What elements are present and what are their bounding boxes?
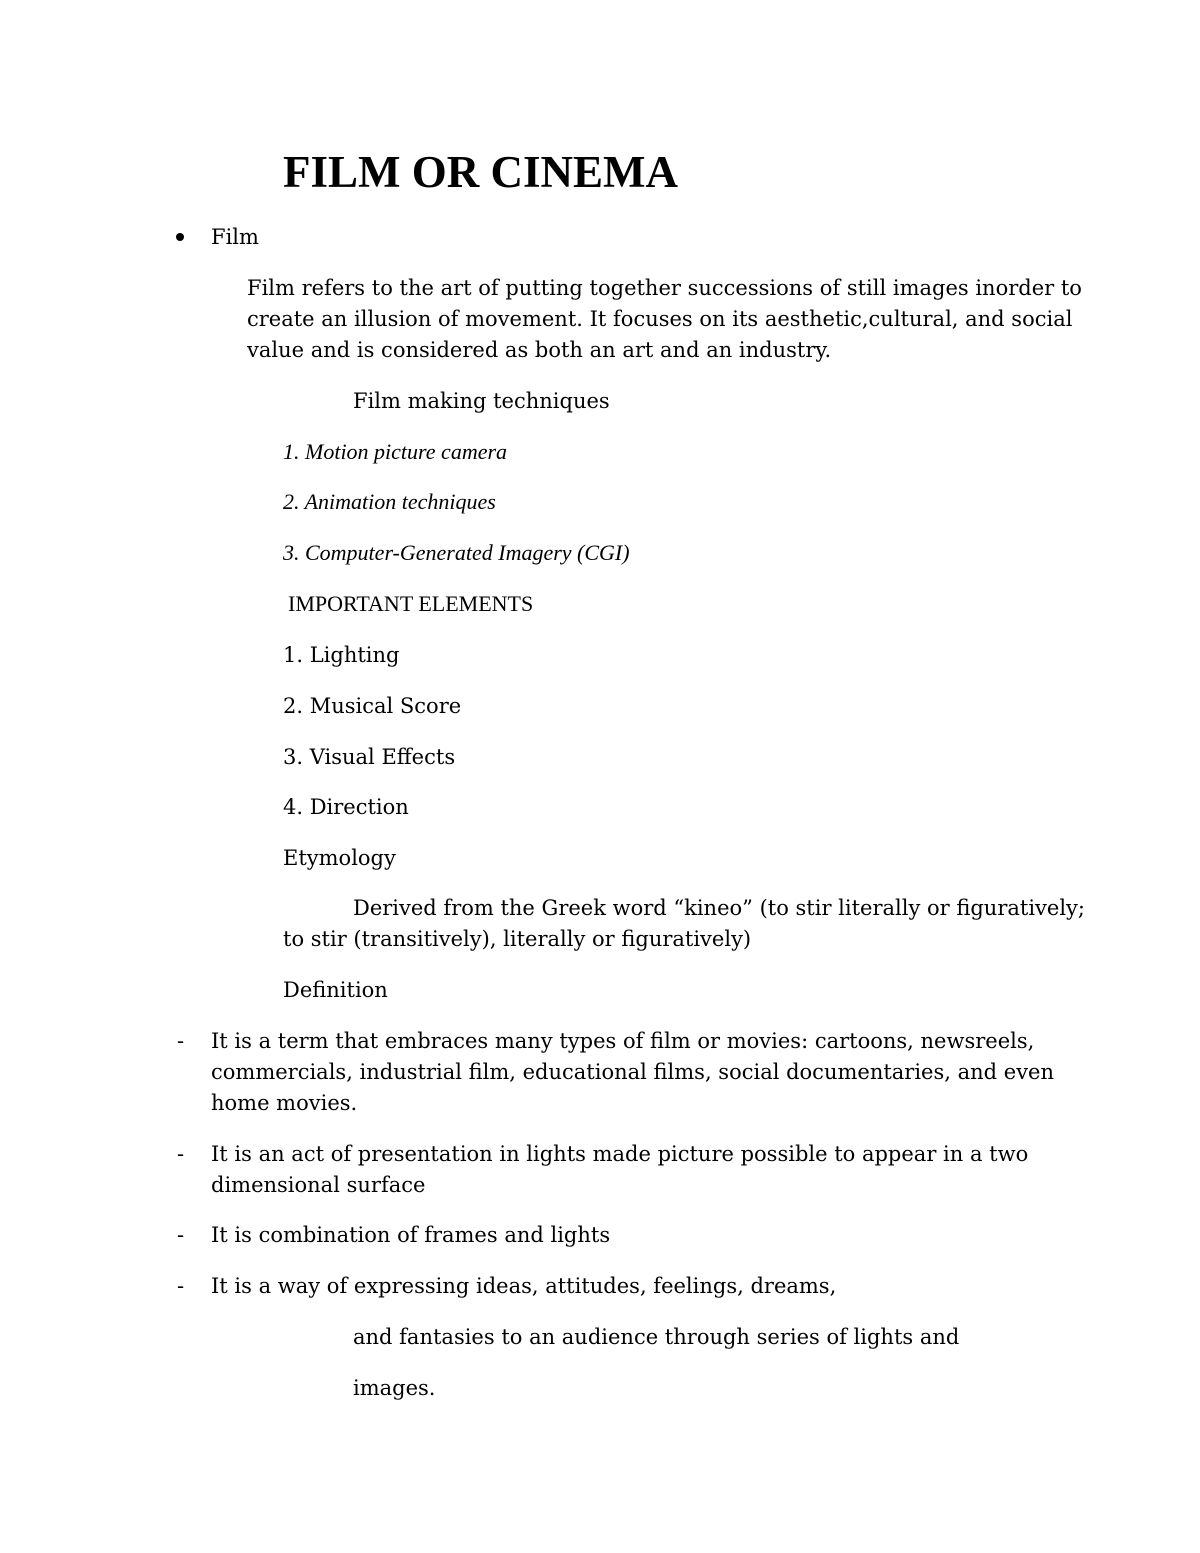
definition-line: dimensional surface bbox=[211, 1173, 426, 1197]
definition-line: It is an act of presentation in lights made picture possible to appear in a two bbox=[211, 1142, 1029, 1166]
etymology-heading: Etymology bbox=[283, 846, 396, 870]
technique-item: 3. Computer-Generated Imagery (CGI) bbox=[283, 540, 630, 565]
film-paragraph-line: Film refers to the art of putting together successions of still images inorder to bbox=[247, 276, 1082, 300]
element-item: 1. Lighting bbox=[283, 643, 400, 667]
film-heading: Film bbox=[211, 225, 259, 249]
continuation-line: images. bbox=[353, 1376, 436, 1400]
definition-line: It is a term that embraces many types of film or movies: cartoons, newsreels, bbox=[211, 1029, 1035, 1053]
element-item: 4. Direction bbox=[283, 795, 409, 819]
dash-marker: - bbox=[177, 1274, 185, 1298]
page-title: FILM OR CINEMA bbox=[283, 147, 678, 197]
element-item: 3. Visual Effects bbox=[283, 745, 456, 769]
film-paragraph-line: value and is considered as both an art and an industry. bbox=[247, 338, 832, 362]
etymology-line: Derived from the Greek word “kineo” (to stir literally or figuratively; bbox=[353, 896, 1085, 920]
technique-item: 2. Animation techniques bbox=[283, 489, 496, 514]
etymology-line: to stir (transitively), literally or figuratively) bbox=[283, 927, 752, 951]
definition-line: commercials, industrial film, educational films, social documentaries, and even bbox=[211, 1060, 1055, 1084]
definition-line: It is combination of frames and lights bbox=[211, 1223, 611, 1247]
elements-heading: IMPORTANT ELEMENTS bbox=[288, 591, 534, 616]
dash-marker: - bbox=[177, 1223, 185, 1247]
film-paragraph-line: create an illusion of movement. It focuses on its aesthetic,cultural, and social bbox=[247, 307, 1073, 331]
dash-marker: - bbox=[177, 1029, 185, 1053]
definition-heading: Definition bbox=[283, 978, 388, 1002]
technique-item: 1. Motion picture camera bbox=[283, 439, 508, 464]
techniques-heading: Film making techniques bbox=[353, 389, 610, 413]
continuation-line: and fantasies to an audience through series of lights and bbox=[353, 1325, 960, 1349]
definition-line: home movies. bbox=[211, 1091, 358, 1115]
element-item: 2. Musical Score bbox=[283, 694, 462, 718]
definition-line: It is a way of expressing ideas, attitudes, feelings, dreams, bbox=[211, 1274, 837, 1298]
bullet-marker bbox=[176, 233, 184, 241]
dash-marker: - bbox=[177, 1142, 185, 1166]
